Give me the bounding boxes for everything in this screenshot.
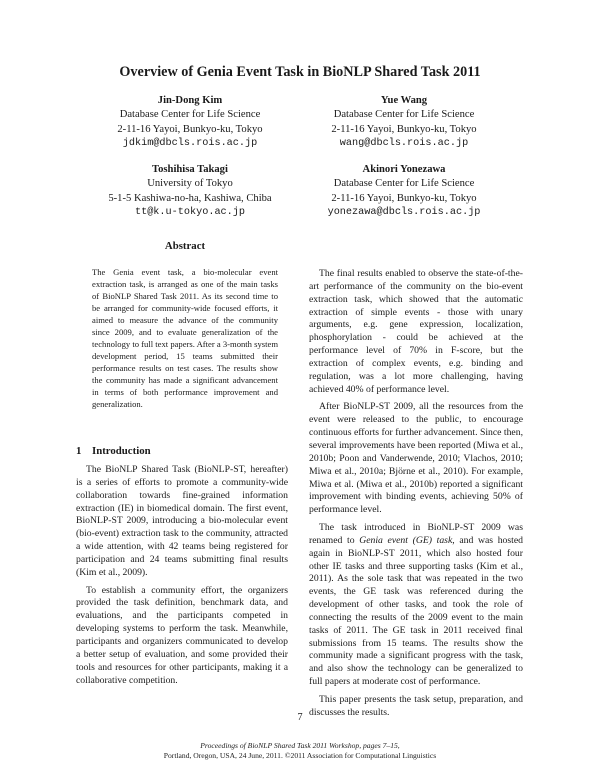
footer-venue-line: Portland, Oregon, USA, 24 June, 2011. ©2011 Association for Computational Linguistics: [163, 750, 437, 760]
body-paragraph: To establish a community effort, the organizers provided the task definition, benchmark data, and evaluations, and the participants competed in developing systems to perform the task. Meanwhile, participants and organizers communicated to develop a better setup of evaluation, and some provided their tools and resources for other participants, making it a collaborative competition.: [76, 584, 288, 686]
author-block-kim: [80, 94, 300, 152]
author-affiliation: Database Center for Life Science: [333, 109, 475, 121]
author-block-wang: [294, 94, 514, 152]
author-name: Akinori Yonezawa: [362, 164, 446, 175]
author-email[interactable]: tt@k.u-tokyo.ac.jp: [134, 207, 246, 219]
task-name-italic: Genia event (GE) task: [359, 534, 453, 546]
body-paragraph: The final results enabled to observe the state-of-the-art performance of the community on the bio-event extraction task, which showed that the automatic extraction of simple events - those with unary arguments, e.g. gene expression, localization, phosphorylation - could be achieved at the performance level of 70% in F-score, but the extraction of complex events, e.g. binding and regulation, was a lot more challenging, having achieved 40% of performance level.: [309, 268, 523, 395]
author-affiliation: Database Center for Life Science: [333, 178, 475, 190]
page-number: 7: [297, 712, 303, 723]
proceedings-footer: [0, 741, 600, 760]
author-email[interactable]: wang@dbcls.rois.ac.jp: [339, 138, 469, 150]
body-paragraph: [309, 522, 523, 689]
section-title: Introduction: [92, 445, 151, 457]
right-column-body: [309, 268, 523, 720]
author-address: 2-11-16 Yayoi, Bunkyo-ku, Tokyo: [331, 192, 477, 204]
author-email[interactable]: yonezawa@dbcls.rois.ac.jp: [327, 207, 481, 219]
abstract-text: The Genia event task, a bio-molecular event extraction task, is arranged as one of the main tasks of BioNLP Shared Task 2011. As its second time to be arranged for community-wide focused efforts, it aimed to measure the advance of the community since 2009, and to evaluate generalization of the technology to full text papers. After a 3-month system development period, 15 teams submitted their performance results on test cases. The results show the community has made a significant advancement in terms of both performance improvement and generalization.: [92, 267, 278, 409]
section-heading-introduction: [76, 445, 151, 457]
paragraph-text: The task introduced in BioNLP-ST 2009 was renamed to: [309, 522, 523, 546]
author-name: Yue Wang: [380, 95, 428, 106]
author-affiliation: University of Tokyo: [147, 178, 233, 190]
body-paragraph: The BioNLP Shared Task (BioNLP-ST, hereafter) is a series of efforts to promote a community-wide collaboration towards fine-grained information extraction (IE) in biomedical domain. The first event, BioNLP-ST 2009, introducing a bio-molecular event (bio-event) extraction task to the community, attracted a wide attention, with 42 teams being registered for participation and 24 teams submitting final results (Kim et al., 2009).: [76, 464, 288, 578]
abstract-heading: Abstract: [164, 240, 206, 252]
left-column-body: [76, 464, 288, 687]
author-name: Jin-Dong Kim: [157, 95, 223, 106]
author-block-takagi: [80, 163, 300, 221]
body-paragraph: This paper presents the task setup, preparation, and discusses the results.: [309, 694, 523, 718]
author-name: Toshihisa Takagi: [152, 164, 228, 175]
author-affiliation: Database Center for Life Science: [119, 109, 261, 121]
author-address: 2-11-16 Yayoi, Bunkyo-ku, Tokyo: [331, 123, 477, 135]
author-block-yonezawa: [294, 163, 514, 221]
paper-title: Overview of Genia Event Task in BioNLP Shared Task 2011: [119, 64, 481, 80]
paragraph-text: , and was hosted again in BioNLP-ST 2011, which also hosted four other IE tasks and three supporting tasks (Kim et al., 2011). As the sole task that was repeated in the two events, the GE task was referenced during the development of other tasks, and took the role of connecting the results of the 2009 event to the main tasks of 2011. The GE task in 2011 received final submissions from 15 teams. The results show the community made a significant progress with the task, and also show the technology can be generalized to full papers at moderate cost of performance.: [309, 534, 523, 688]
body-paragraph: After BioNLP-ST 2009, all the resources from the event were released to the public, to encourage continuous efforts for further advancement. Since then, several improvements have been reported (Miwa et al., 2010b; Poon and Vanderwende, 2010; Vlachos, 2010; Miwa et al., 2010a; Björne et al., 2010). For example, Miwa et al. (Miwa et al., 2010b) reported a significant improvement with binding events, achieving 50% of performance level.: [309, 401, 523, 516]
author-email[interactable]: jdkim@dbcls.rois.ac.jp: [122, 138, 258, 150]
footer-proceedings-line: Proceedings of BioNLP Shared Task 2011 Workshop, pages 7–15,: [200, 741, 400, 750]
author-address: 2-11-16 Yayoi, Bunkyo-ku, Tokyo: [117, 123, 263, 135]
author-address: 5-1-5 Kashiwa-no-ha, Kashiwa, Chiba: [108, 192, 272, 204]
section-number: 1: [76, 445, 82, 457]
